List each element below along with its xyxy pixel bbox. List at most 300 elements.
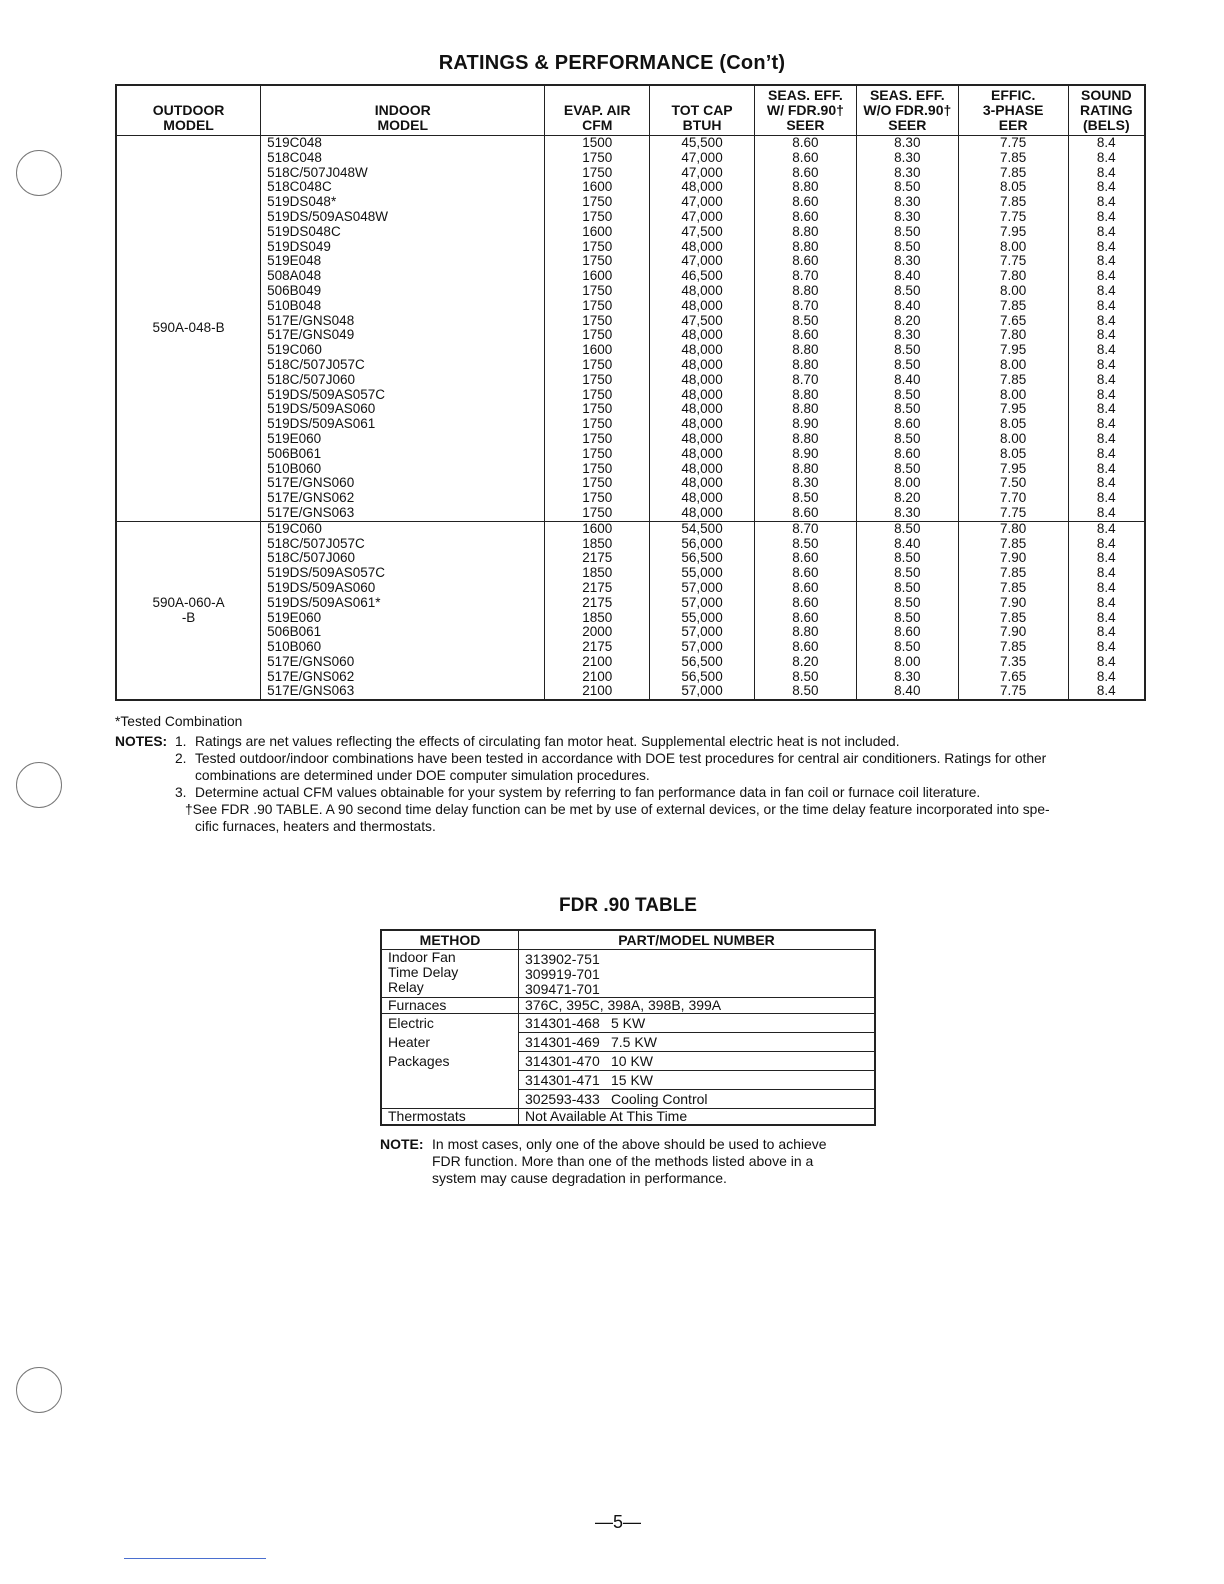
fdr-part-number: 376C, 395C, 398A, 398B, 399A xyxy=(525,997,722,1013)
text-line: 510B060 xyxy=(267,639,322,655)
text-line: 1850 xyxy=(582,535,613,551)
text-line: 1750 xyxy=(582,401,613,417)
fdr-note-line: FDR function. More than one of the methods listed above in a xyxy=(432,1153,814,1169)
text-line: 519DS048C xyxy=(267,223,341,239)
text-line: 8.60 xyxy=(792,164,819,180)
text-line: 519DS/509AS061 xyxy=(267,416,376,432)
header-eer xyxy=(958,85,1068,136)
note-text: combinations are determined under DOE computer simulation procedures. xyxy=(195,768,650,783)
sound-cell xyxy=(1068,136,1145,522)
text-line: 8.50 xyxy=(894,579,921,595)
text-line: 2175 xyxy=(582,579,613,595)
text-line: 8.00 xyxy=(894,475,921,491)
text-line: 7.75 xyxy=(1000,253,1027,269)
fdr-part-desc: 15 KW xyxy=(611,1072,654,1088)
text-line: 8.70 xyxy=(792,268,819,284)
text-line: 47,000 xyxy=(681,164,723,180)
seer-without-cell xyxy=(856,136,958,522)
text-line: 47,000 xyxy=(681,149,723,165)
text-line: 8.4 xyxy=(1096,683,1116,699)
text-line: 8.30 xyxy=(894,327,921,343)
tested-combination-footnote: *Tested Combination xyxy=(115,714,243,729)
outdoor-model-cell xyxy=(116,521,261,700)
note-item xyxy=(115,750,1155,784)
text-line: 57,000 xyxy=(681,579,723,595)
text-line: 519DS/509AS057C xyxy=(267,565,385,581)
text-line: 8.50 xyxy=(894,594,921,610)
note-item xyxy=(115,733,1155,750)
text-line: 57,000 xyxy=(681,594,723,610)
text-line: Electric xyxy=(388,1015,434,1031)
fdr-part-number: 314301-469 xyxy=(525,1034,600,1050)
text-line: 1750 xyxy=(582,297,613,313)
text-line: 517E/GNS062 xyxy=(267,490,355,506)
text-line: 8.90 xyxy=(792,416,819,432)
text-line: 8.30 xyxy=(894,149,921,165)
text-line: 7.75 xyxy=(1000,208,1027,224)
text-line: 7.85 xyxy=(1000,609,1027,625)
indoor-model-cell xyxy=(261,136,545,522)
text-line: SEAS. EFF. xyxy=(768,87,843,103)
text-line: 1750 xyxy=(582,282,613,298)
fdr-part-cell xyxy=(519,950,876,998)
text-line: 8.00 xyxy=(894,653,921,669)
fdr-part-number: 302593-433 xyxy=(525,1091,600,1107)
text-line: 8.60 xyxy=(792,135,819,150)
text-line: 508A048 xyxy=(267,268,322,284)
text-line: 8.50 xyxy=(894,565,921,581)
text-line: 8.00 xyxy=(1000,238,1027,254)
footer-rule xyxy=(124,1558,266,1559)
text-line: 8.80 xyxy=(792,401,819,417)
text-line: 8.4 xyxy=(1096,135,1116,150)
text-line: 8.4 xyxy=(1096,282,1116,298)
note-number: 1. xyxy=(175,734,187,749)
text-line: 8.4 xyxy=(1096,208,1116,224)
text-line: EVAP. AIR xyxy=(563,102,631,118)
text-line: 7.75 xyxy=(1000,135,1027,150)
text-line: 8.50 xyxy=(894,342,921,358)
text-line: 1750 xyxy=(582,253,613,269)
text-line: EER xyxy=(998,117,1028,133)
text-line: 518C/507J048W xyxy=(267,164,368,180)
text-line: 1600 xyxy=(582,179,613,195)
text-line: 8.4 xyxy=(1096,475,1116,491)
text-line: 8.50 xyxy=(894,609,921,625)
text-line: 517E/GNS062 xyxy=(267,668,355,684)
fdr-method-cell xyxy=(381,998,519,1014)
text-line: 7.85 xyxy=(1000,639,1027,655)
fdr-method-cell xyxy=(381,1014,519,1109)
text-line: 8.60 xyxy=(792,579,819,595)
text-line: 519C060 xyxy=(267,520,322,536)
text-line: 57,000 xyxy=(681,683,723,699)
header-totcap xyxy=(650,85,755,136)
text-line: TOT CAP xyxy=(671,102,733,118)
text-line: 8.4 xyxy=(1096,179,1116,195)
text-line: 8.4 xyxy=(1096,565,1116,581)
text-line: 8.50 xyxy=(894,430,921,446)
binder-hole xyxy=(16,1367,62,1413)
note-text: cific furnaces, heaters and thermostats. xyxy=(195,819,436,834)
text-line: 8.80 xyxy=(792,282,819,298)
text-line: 517E/GNS049 xyxy=(267,327,355,343)
text-line: 8.50 xyxy=(894,386,921,402)
fdr-part-number: 309471-701 xyxy=(525,981,600,997)
text-line: 7.50 xyxy=(1000,475,1027,491)
text-line: Relay xyxy=(388,979,424,995)
text-line: 519E048 xyxy=(267,253,322,269)
text-line: 7.85 xyxy=(1000,149,1027,165)
text-line: 8.50 xyxy=(792,490,819,506)
text-line: 8.4 xyxy=(1096,520,1116,536)
text-line: 48,000 xyxy=(681,371,723,387)
text-line: 8.30 xyxy=(894,135,921,150)
text-line: 8.80 xyxy=(792,342,819,358)
text-line: 8.4 xyxy=(1096,639,1116,655)
fdr-part-item xyxy=(519,1090,874,1108)
text-line: 8.60 xyxy=(894,624,921,640)
text-line: EFFIC. xyxy=(991,87,1036,103)
text-line: 8.4 xyxy=(1096,223,1116,239)
text-line: 8.4 xyxy=(1096,624,1116,640)
text-line: 8.60 xyxy=(792,594,819,610)
fdr-part-number: 314301-468 xyxy=(525,1015,600,1031)
text-line: 2100 xyxy=(582,653,613,669)
text-line: 8.50 xyxy=(792,683,819,699)
text-line: 47,000 xyxy=(681,194,723,210)
ratings-header-row xyxy=(116,85,1145,136)
text-line: 517E/GNS060 xyxy=(267,475,355,491)
text-line: 1750 xyxy=(582,475,613,491)
text-line: 48,000 xyxy=(681,504,723,520)
text-line: 1600 xyxy=(582,268,613,284)
text-line: 55,000 xyxy=(681,565,723,581)
fdr-part-number: 314301-471 xyxy=(525,1072,600,1088)
text-line: BTUH xyxy=(682,117,722,133)
note-text: Tested outdoor/indoor combinations have been tested in accordance with DOE test procedures for central air conditioners. Ratings for other xyxy=(195,751,1047,766)
text-line: 519DS/509AS048W xyxy=(267,208,388,224)
text-line: 8.50 xyxy=(792,668,819,684)
text-line: 8.30 xyxy=(792,475,819,491)
text-line: SOUND xyxy=(1081,87,1132,103)
text-line: 8.4 xyxy=(1096,327,1116,343)
text-line: 8.80 xyxy=(792,238,819,254)
text-line: 48,000 xyxy=(681,342,723,358)
text-line: 8.30 xyxy=(894,164,921,180)
text-line: 1850 xyxy=(582,565,613,581)
text-line: 57,000 xyxy=(681,624,723,640)
text-line: 1750 xyxy=(582,356,613,372)
text-line: 48,000 xyxy=(681,356,723,372)
text-line: 1600 xyxy=(582,520,613,536)
header-outdoor xyxy=(116,85,261,136)
text-line: 1750 xyxy=(582,194,613,210)
text-line: 1750 xyxy=(582,149,613,165)
text-line: 590A-048-B xyxy=(152,319,225,335)
text-line: INDOOR xyxy=(374,102,431,118)
fdr-header-method: METHOD xyxy=(381,930,519,950)
text-line: 518C/507J060 xyxy=(267,371,355,387)
text-line: 519DS048* xyxy=(267,194,337,210)
text-line: 590A-060-A xyxy=(152,594,225,610)
text-line: -B xyxy=(181,609,196,625)
notes-label: NOTES: xyxy=(115,734,168,749)
seer-with-cell xyxy=(754,521,856,700)
text-line: 8.20 xyxy=(894,312,921,328)
text-line: 7.85 xyxy=(1000,194,1027,210)
fdr-note-label: NOTE: xyxy=(380,1136,424,1152)
text-line: 1600 xyxy=(582,223,613,239)
text-line: 518C/507J057C xyxy=(267,535,365,551)
text-line: 48,000 xyxy=(681,282,723,298)
text-line: 8.40 xyxy=(894,535,921,551)
text-line: 8.4 xyxy=(1096,668,1116,684)
note-text: Ratings are net values reflecting the effects of circulating fan motor heat. Supplemental electric heat is not included. xyxy=(195,734,900,749)
text-line: RATING xyxy=(1079,102,1133,118)
text-line: 519DS049 xyxy=(267,238,331,254)
text-line: 8.00 xyxy=(1000,282,1027,298)
text-line: 1750 xyxy=(582,504,613,520)
fdr-note-line: system may cause degradation in performance. xyxy=(432,1170,727,1186)
seer-without-cell xyxy=(856,521,958,700)
text-line: 2000 xyxy=(582,624,613,640)
text-line: 8.4 xyxy=(1096,535,1116,551)
text-line: 1750 xyxy=(582,445,613,461)
text-line: SEER xyxy=(888,117,927,133)
text-line: 7.80 xyxy=(1000,327,1027,343)
indoor-model-cell xyxy=(261,521,545,700)
text-line: 519C048 xyxy=(267,135,322,150)
text-line: 519DS/509AS061* xyxy=(267,594,381,610)
text-line: 506B049 xyxy=(267,282,322,298)
text-line: 8.30 xyxy=(894,208,921,224)
fdr-row-indoor-fan xyxy=(381,950,875,998)
text-line: 48,000 xyxy=(681,430,723,446)
text-line: 7.70 xyxy=(1000,490,1027,506)
page-title: RATINGS & PERFORMANCE (Con’t) xyxy=(438,52,786,74)
text-line: 7.90 xyxy=(1000,550,1027,566)
text-line: 1750 xyxy=(582,490,613,506)
text-line: 7.90 xyxy=(1000,594,1027,610)
sound-cell xyxy=(1068,521,1145,700)
text-line: 1750 xyxy=(582,208,613,224)
fdr-part-item xyxy=(519,1052,874,1071)
note-number: 3. xyxy=(175,785,187,800)
text-line: SEAS. EFF. xyxy=(869,87,945,103)
text-line: 47,500 xyxy=(681,223,723,239)
text-line: 8.60 xyxy=(792,149,819,165)
fdr-row-furnaces xyxy=(381,998,875,1014)
text-line: 8.60 xyxy=(894,445,921,461)
text-line: 7.85 xyxy=(1000,297,1027,313)
text-line: 8.50 xyxy=(894,401,921,417)
text-line: 8.60 xyxy=(792,194,819,210)
text-line: 8.05 xyxy=(1000,179,1027,195)
text-line: Packages xyxy=(388,1053,450,1069)
text-line: 8.80 xyxy=(792,460,819,476)
text-line: 8.4 xyxy=(1096,460,1116,476)
fdr-part-cell xyxy=(519,998,876,1014)
text-line: 8.4 xyxy=(1096,386,1116,402)
text-line: 8.4 xyxy=(1096,594,1116,610)
text-line: 8.4 xyxy=(1096,238,1116,254)
fdr-part-desc: 5 KW xyxy=(611,1015,646,1031)
text-line: 8.50 xyxy=(894,550,921,566)
text-line: 8.50 xyxy=(894,179,921,195)
text-line: Time Delay xyxy=(388,964,459,980)
text-line: 8.30 xyxy=(894,668,921,684)
cfm-cell xyxy=(545,136,650,522)
text-line: 8.50 xyxy=(894,282,921,298)
text-line: 1750 xyxy=(582,327,613,343)
header-cfm xyxy=(545,85,650,136)
text-line: 8.30 xyxy=(894,504,921,520)
text-line: 8.50 xyxy=(792,535,819,551)
note-number: 2. xyxy=(175,751,187,766)
text-line: 8.80 xyxy=(792,386,819,402)
text-line: 517E/GNS063 xyxy=(267,504,355,520)
header-sound xyxy=(1068,85,1145,136)
text-line: 2100 xyxy=(582,683,613,699)
text-line: 47,500 xyxy=(681,312,723,328)
fdr-part-item xyxy=(519,1014,874,1033)
fdr-row-electric-heater xyxy=(381,1014,875,1109)
text-line: 8.40 xyxy=(894,371,921,387)
eer-cell xyxy=(958,136,1068,522)
text-line: 3-PHASE xyxy=(982,102,1044,118)
text-line: 8.20 xyxy=(792,653,819,669)
text-line: 8.80 xyxy=(792,356,819,372)
text-line: 7.85 xyxy=(1000,535,1027,551)
text-line: 1750 xyxy=(582,460,613,476)
text-line: MODEL xyxy=(377,117,429,133)
text-line: 48,000 xyxy=(681,401,723,417)
text-line: 518C048C xyxy=(267,179,332,195)
header-indoor xyxy=(261,85,545,136)
header-seer-with xyxy=(754,85,856,136)
fdr-table xyxy=(380,929,876,1126)
text-line: 1750 xyxy=(582,416,613,432)
text-line: Heater xyxy=(388,1034,431,1050)
text-line: 506B061 xyxy=(267,624,322,640)
text-line: 7.85 xyxy=(1000,579,1027,595)
text-line: 54,500 xyxy=(681,520,723,536)
text-line: 519E060 xyxy=(267,609,322,625)
text-line: 8.80 xyxy=(792,430,819,446)
text-line: 8.60 xyxy=(792,327,819,343)
text-line: Furnaces xyxy=(388,997,447,1013)
text-line: 8.00 xyxy=(1000,430,1027,446)
text-line: 8.40 xyxy=(894,683,921,699)
text-line: 48,000 xyxy=(681,490,723,506)
notes-section xyxy=(115,733,1155,835)
text-line: 8.4 xyxy=(1096,445,1116,461)
text-line: 518C/507J060 xyxy=(267,550,355,566)
text-line: 8.60 xyxy=(792,550,819,566)
eer-cell xyxy=(958,521,1068,700)
text-line: 1750 xyxy=(582,386,613,402)
text-line: 519E060 xyxy=(267,430,322,446)
text-line: 48,000 xyxy=(681,386,723,402)
text-line: 8.60 xyxy=(792,208,819,224)
text-line: 7.95 xyxy=(1000,223,1027,239)
binder-hole xyxy=(16,762,62,808)
text-line: 48,000 xyxy=(681,445,723,461)
note-item xyxy=(115,784,1155,801)
text-line: 7.80 xyxy=(1000,520,1027,536)
text-line: 8.40 xyxy=(894,268,921,284)
text-line: 48,000 xyxy=(681,179,723,195)
text-line: 1850 xyxy=(582,609,613,625)
text-line: 8.4 xyxy=(1096,490,1116,506)
text-line: 48,000 xyxy=(681,416,723,432)
text-line: 7.75 xyxy=(1000,683,1027,699)
text-line: 8.4 xyxy=(1096,430,1116,446)
fdr-part-number: 309919-701 xyxy=(525,966,600,982)
text-line: 506B061 xyxy=(267,445,322,461)
text-line: 517E/GNS063 xyxy=(267,683,355,699)
text-line: 48,000 xyxy=(681,238,723,254)
note-text: †See FDR .90 TABLE. A 90 second time delay function can be met by use of external devices, or the time delay feature incorporated into spe- xyxy=(185,802,1050,817)
text-line: 8.30 xyxy=(894,253,921,269)
text-line: 8.60 xyxy=(792,504,819,520)
text-line: 8.4 xyxy=(1096,297,1116,313)
text-line: 8.70 xyxy=(792,371,819,387)
text-line: 8.70 xyxy=(792,297,819,313)
fdr-note-line: In most cases, only one of the above should be used to achieve xyxy=(432,1136,827,1152)
text-line: Thermostats xyxy=(388,1108,466,1124)
text-line: 1750 xyxy=(582,312,613,328)
text-line: 1750 xyxy=(582,238,613,254)
text-line: 8.60 xyxy=(894,416,921,432)
fdr-header-part: PART/MODEL NUMBER xyxy=(519,930,876,950)
text-line: SEER xyxy=(786,117,825,133)
fdr-part-number: 313902-751 xyxy=(525,951,600,967)
text-line: 1750 xyxy=(582,371,613,387)
text-line: CFM xyxy=(582,117,613,133)
cfm-cell xyxy=(545,521,650,700)
text-line: 8.4 xyxy=(1096,550,1116,566)
page-number: —5— xyxy=(594,1512,641,1532)
text-line: 518C/507J057C xyxy=(267,356,365,372)
text-line: 519DS/509AS060 xyxy=(267,401,376,417)
text-line: 7.95 xyxy=(1000,460,1027,476)
group-row-590a-060 xyxy=(116,521,1145,700)
text-line: 48,000 xyxy=(681,327,723,343)
text-line: 2100 xyxy=(582,668,613,684)
text-line: 8.50 xyxy=(894,460,921,476)
text-line: 8.4 xyxy=(1096,253,1116,269)
text-line: 1750 xyxy=(582,430,613,446)
text-line: 48,000 xyxy=(681,460,723,476)
text-line: 8.4 xyxy=(1096,268,1116,284)
text-line: 48,000 xyxy=(681,297,723,313)
text-line: 8.4 xyxy=(1096,356,1116,372)
text-line: 45,500 xyxy=(681,135,723,150)
fdr-row-thermostats xyxy=(381,1109,875,1126)
text-line: 57,000 xyxy=(681,639,723,655)
fdr-part-number: 314301-470 xyxy=(525,1053,600,1069)
text-line: 2175 xyxy=(582,550,613,566)
fdr-note xyxy=(380,1136,880,1187)
text-line: 510B048 xyxy=(267,297,322,313)
text-line: 8.60 xyxy=(792,609,819,625)
text-line: MODEL xyxy=(163,117,214,133)
outdoor-model-cell xyxy=(116,136,261,522)
text-line: 8.40 xyxy=(894,297,921,313)
text-line: 8.4 xyxy=(1096,371,1116,387)
